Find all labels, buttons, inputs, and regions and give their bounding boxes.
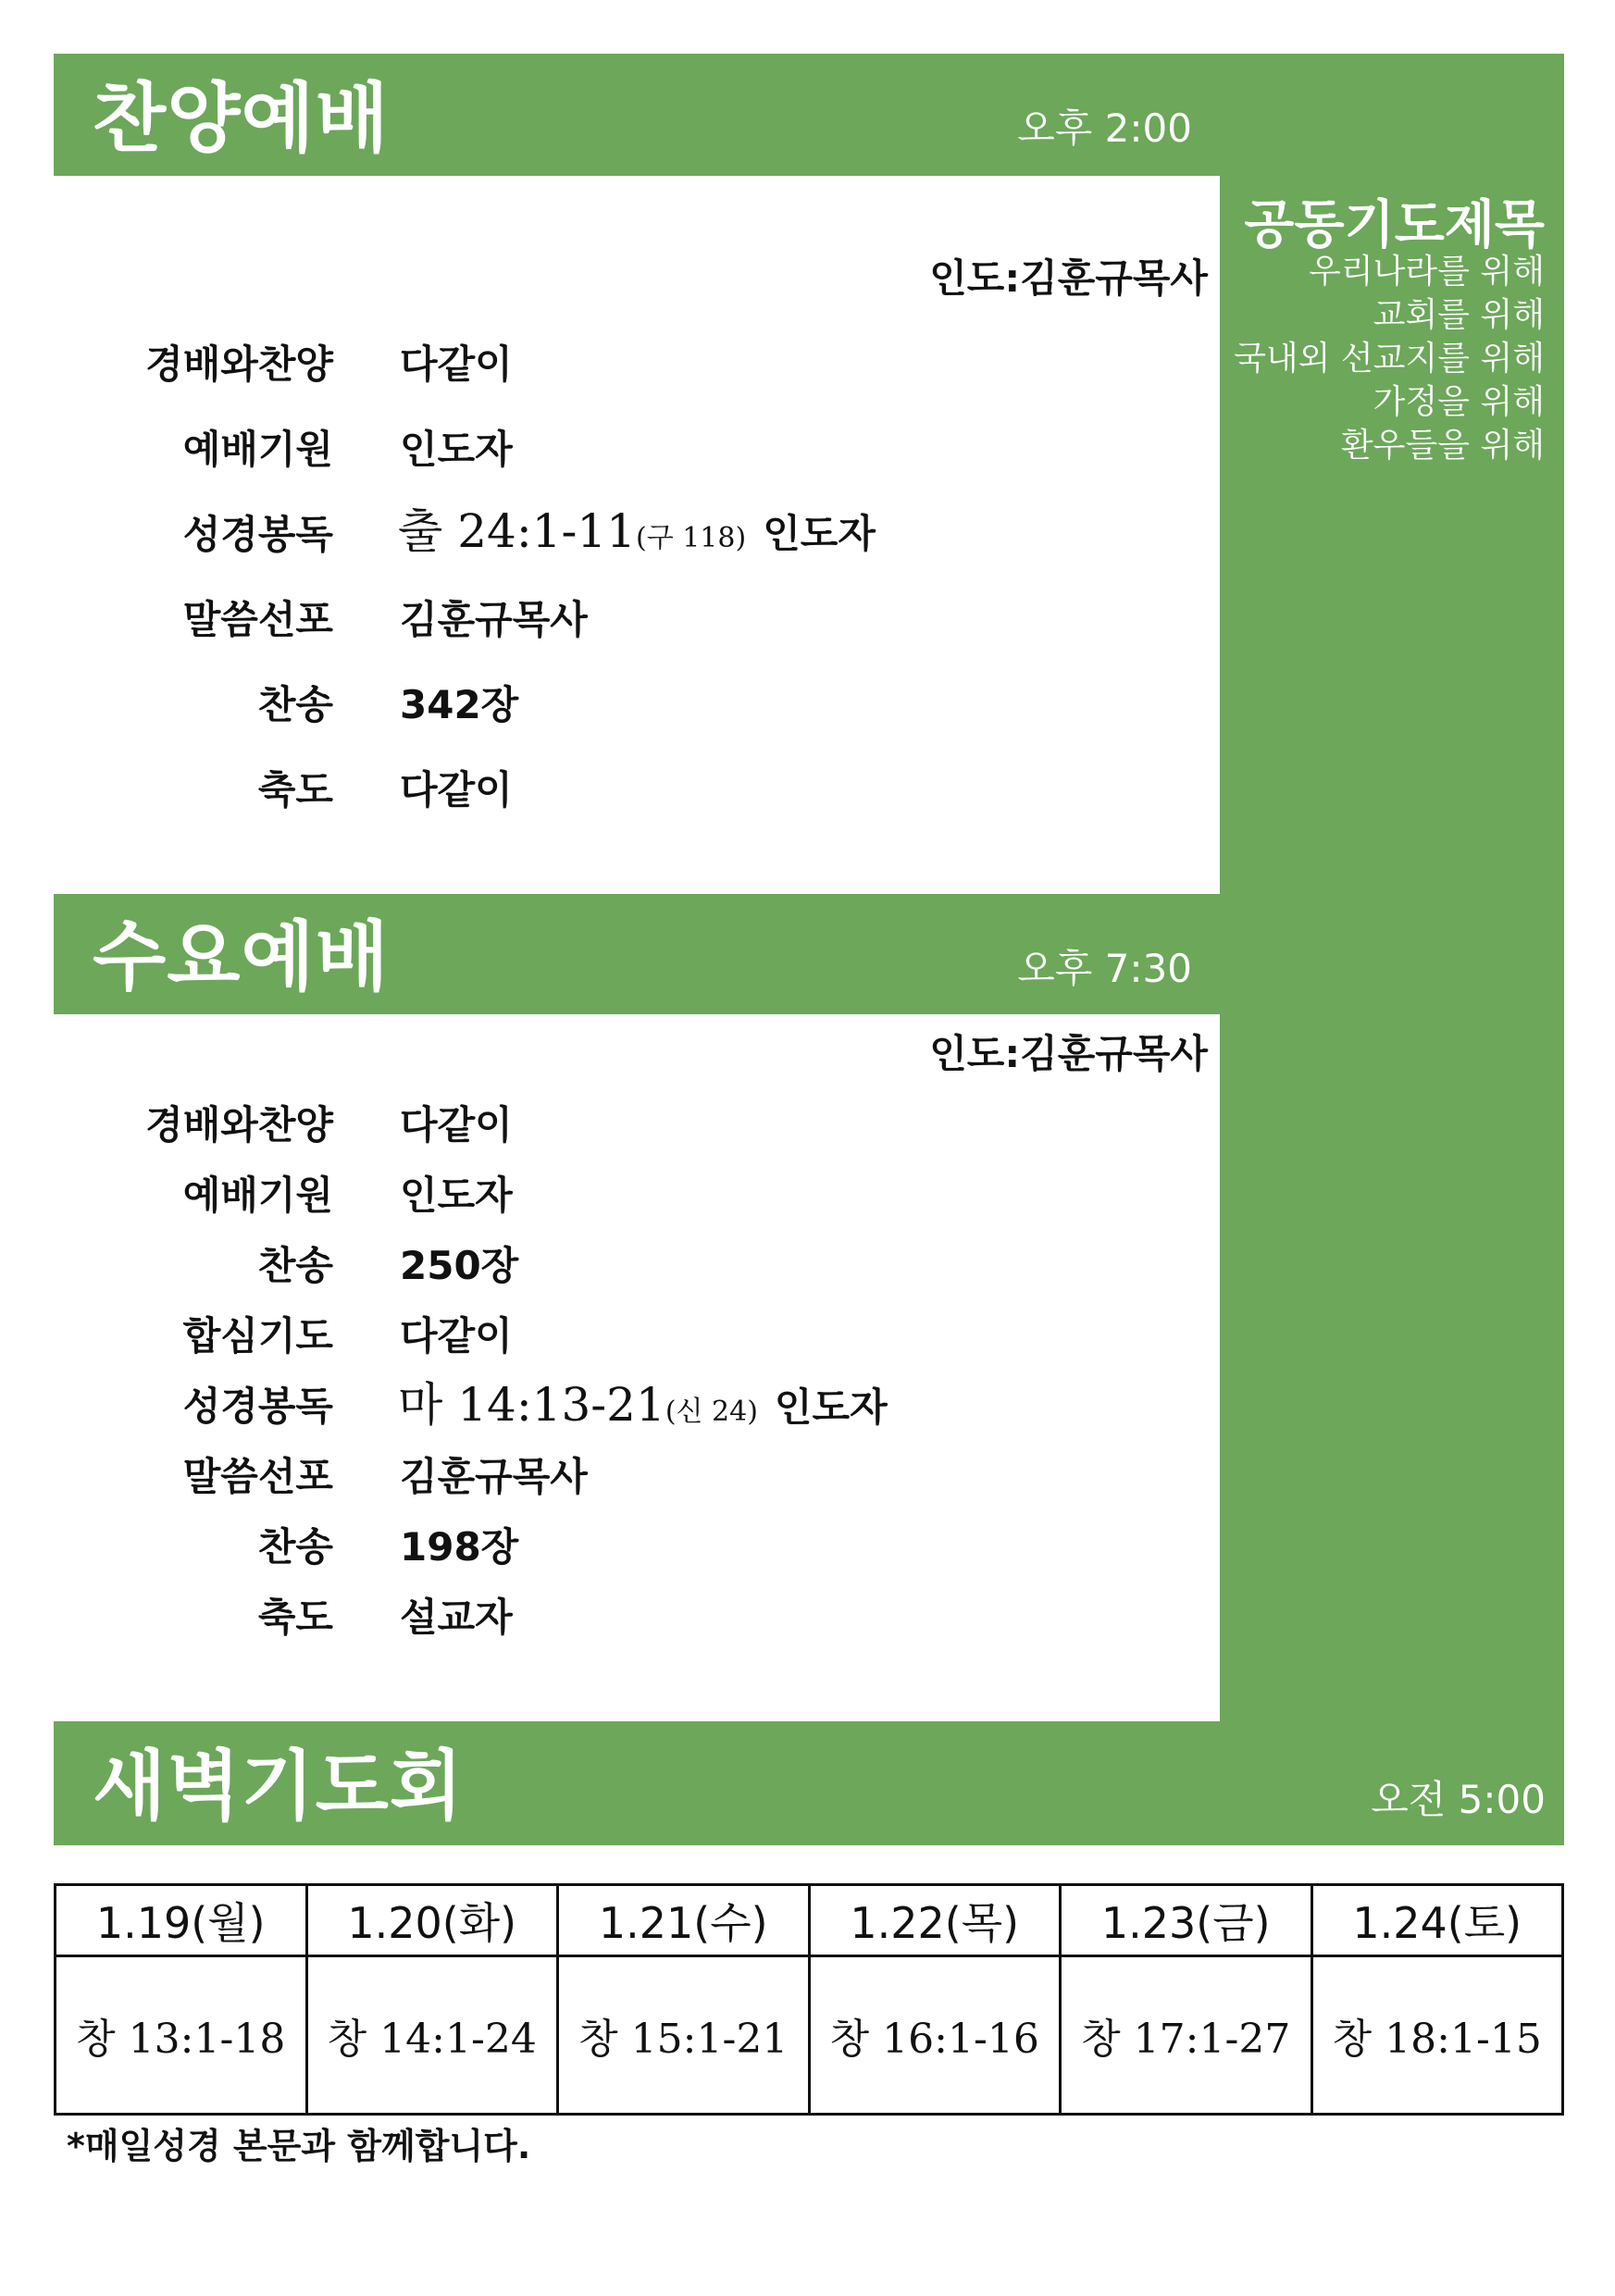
reading-cell: 창 14:1-24 xyxy=(306,1956,558,2115)
order-row xyxy=(0,1099,333,1151)
order-label: 예배기원 xyxy=(182,427,333,472)
prayer-topic: 환우들을 위해 xyxy=(1340,427,1545,465)
praise-title: 찬양예배 xyxy=(93,75,390,163)
order-row xyxy=(0,509,333,561)
order-row xyxy=(0,594,333,646)
order-value: 설교자 xyxy=(400,1595,513,1640)
scripture-ref: (구 118) xyxy=(636,522,747,554)
reading-cell: 창 15:1-21 xyxy=(558,1956,810,2115)
order-label: 성경봉독 xyxy=(182,512,333,557)
prayer-topic: 가정을 위해 xyxy=(1373,383,1545,421)
wednesday-title: 수요예배 xyxy=(93,913,390,1001)
day-header: 1.20(화) xyxy=(306,1885,558,1956)
order-label: 찬송 xyxy=(257,1524,333,1570)
order-row xyxy=(0,1521,333,1573)
order-label: 찬송 xyxy=(257,682,333,727)
scripture-reader: 인도자 xyxy=(763,511,876,556)
day-header: 1.24(토) xyxy=(1311,1885,1563,1956)
order-value: 다같이 xyxy=(400,767,513,813)
day-header: 1.19(월) xyxy=(56,1885,307,1956)
reading-cell: 창 17:1-27 xyxy=(1061,1956,1312,2115)
dawn-time: 오전 5:00 xyxy=(1371,1777,1546,1822)
order-row xyxy=(0,1310,333,1362)
order-label: 경배와찬양 xyxy=(145,1102,333,1148)
order-value: 다같이 xyxy=(400,1313,513,1359)
reading-cell: 창 18:1-15 xyxy=(1311,1956,1563,2115)
order-value: 342장 xyxy=(400,682,519,727)
scripture-ref: (신 24) xyxy=(665,1396,758,1428)
wednesday-time: 오후 7:30 xyxy=(1017,946,1192,991)
order-value: 인도자 xyxy=(400,1173,513,1218)
table-header-row xyxy=(56,1885,1563,1956)
order-value: 다같이 xyxy=(400,1102,513,1148)
order-row xyxy=(0,1240,333,1292)
table-row xyxy=(56,1956,1563,2115)
order-row xyxy=(0,1592,333,1644)
order-row xyxy=(0,679,333,731)
order-row xyxy=(0,1170,333,1222)
order-value: 김훈규목사 xyxy=(400,597,588,642)
order-label: 축도 xyxy=(257,767,333,813)
order-value: 김훈규목사 xyxy=(400,1454,588,1499)
order-value: 198장 xyxy=(400,1524,519,1570)
order-row xyxy=(0,764,333,816)
reading-cell: 창 16:1-16 xyxy=(809,1956,1061,2115)
scripture-passage: 마 14:13-21 xyxy=(398,1378,665,1432)
scripture-reader: 인도자 xyxy=(774,1384,888,1430)
order-row xyxy=(0,1451,333,1503)
order-label: 축도 xyxy=(257,1595,333,1640)
order-label: 말씀선포 xyxy=(182,597,333,642)
day-header: 1.21(수) xyxy=(558,1885,810,1956)
order-value: 인도자 xyxy=(400,427,513,472)
scripture-reading xyxy=(398,505,876,565)
order-label: 합심기도 xyxy=(182,1313,333,1359)
praise-time: 오후 2:00 xyxy=(1017,105,1192,151)
order-label: 찬송 xyxy=(257,1243,333,1288)
order-row xyxy=(0,1381,333,1433)
prayer-topic: 국내외 선교지를 위해 xyxy=(1234,340,1545,378)
reading-cell: 창 13:1-18 xyxy=(56,1956,307,2115)
order-value: 250장 xyxy=(400,1243,519,1288)
wednesday-leader: 인도:김훈규목사 xyxy=(929,1031,1208,1076)
order-label: 예배기원 xyxy=(182,1173,333,1218)
prayer-topic: 교회를 위해 xyxy=(1373,296,1545,334)
prayer-topics-title: 공동기도제목 xyxy=(1244,195,1545,255)
order-row xyxy=(0,424,333,476)
prayer-topic: 우리나라를 위해 xyxy=(1309,253,1545,291)
order-label: 성경봉독 xyxy=(182,1384,333,1429)
order-value: 다같이 xyxy=(400,341,513,387)
praise-leader: 인도:김훈규목사 xyxy=(929,255,1208,301)
dawn-title: 새벽기도회 xyxy=(93,1743,465,1831)
dawn-note: *매일성경 본문과 함께합니다. xyxy=(67,2126,531,2166)
order-label: 경배와찬양 xyxy=(145,341,333,387)
day-header: 1.22(목) xyxy=(809,1885,1061,1956)
dawn-schedule-table xyxy=(54,1883,1564,2116)
scripture-passage: 출 24:1-11 xyxy=(398,504,636,558)
order-label: 말씀선포 xyxy=(182,1454,333,1499)
order-row xyxy=(0,339,333,391)
scripture-reading xyxy=(398,1379,888,1438)
day-header: 1.23(금) xyxy=(1061,1885,1312,1956)
